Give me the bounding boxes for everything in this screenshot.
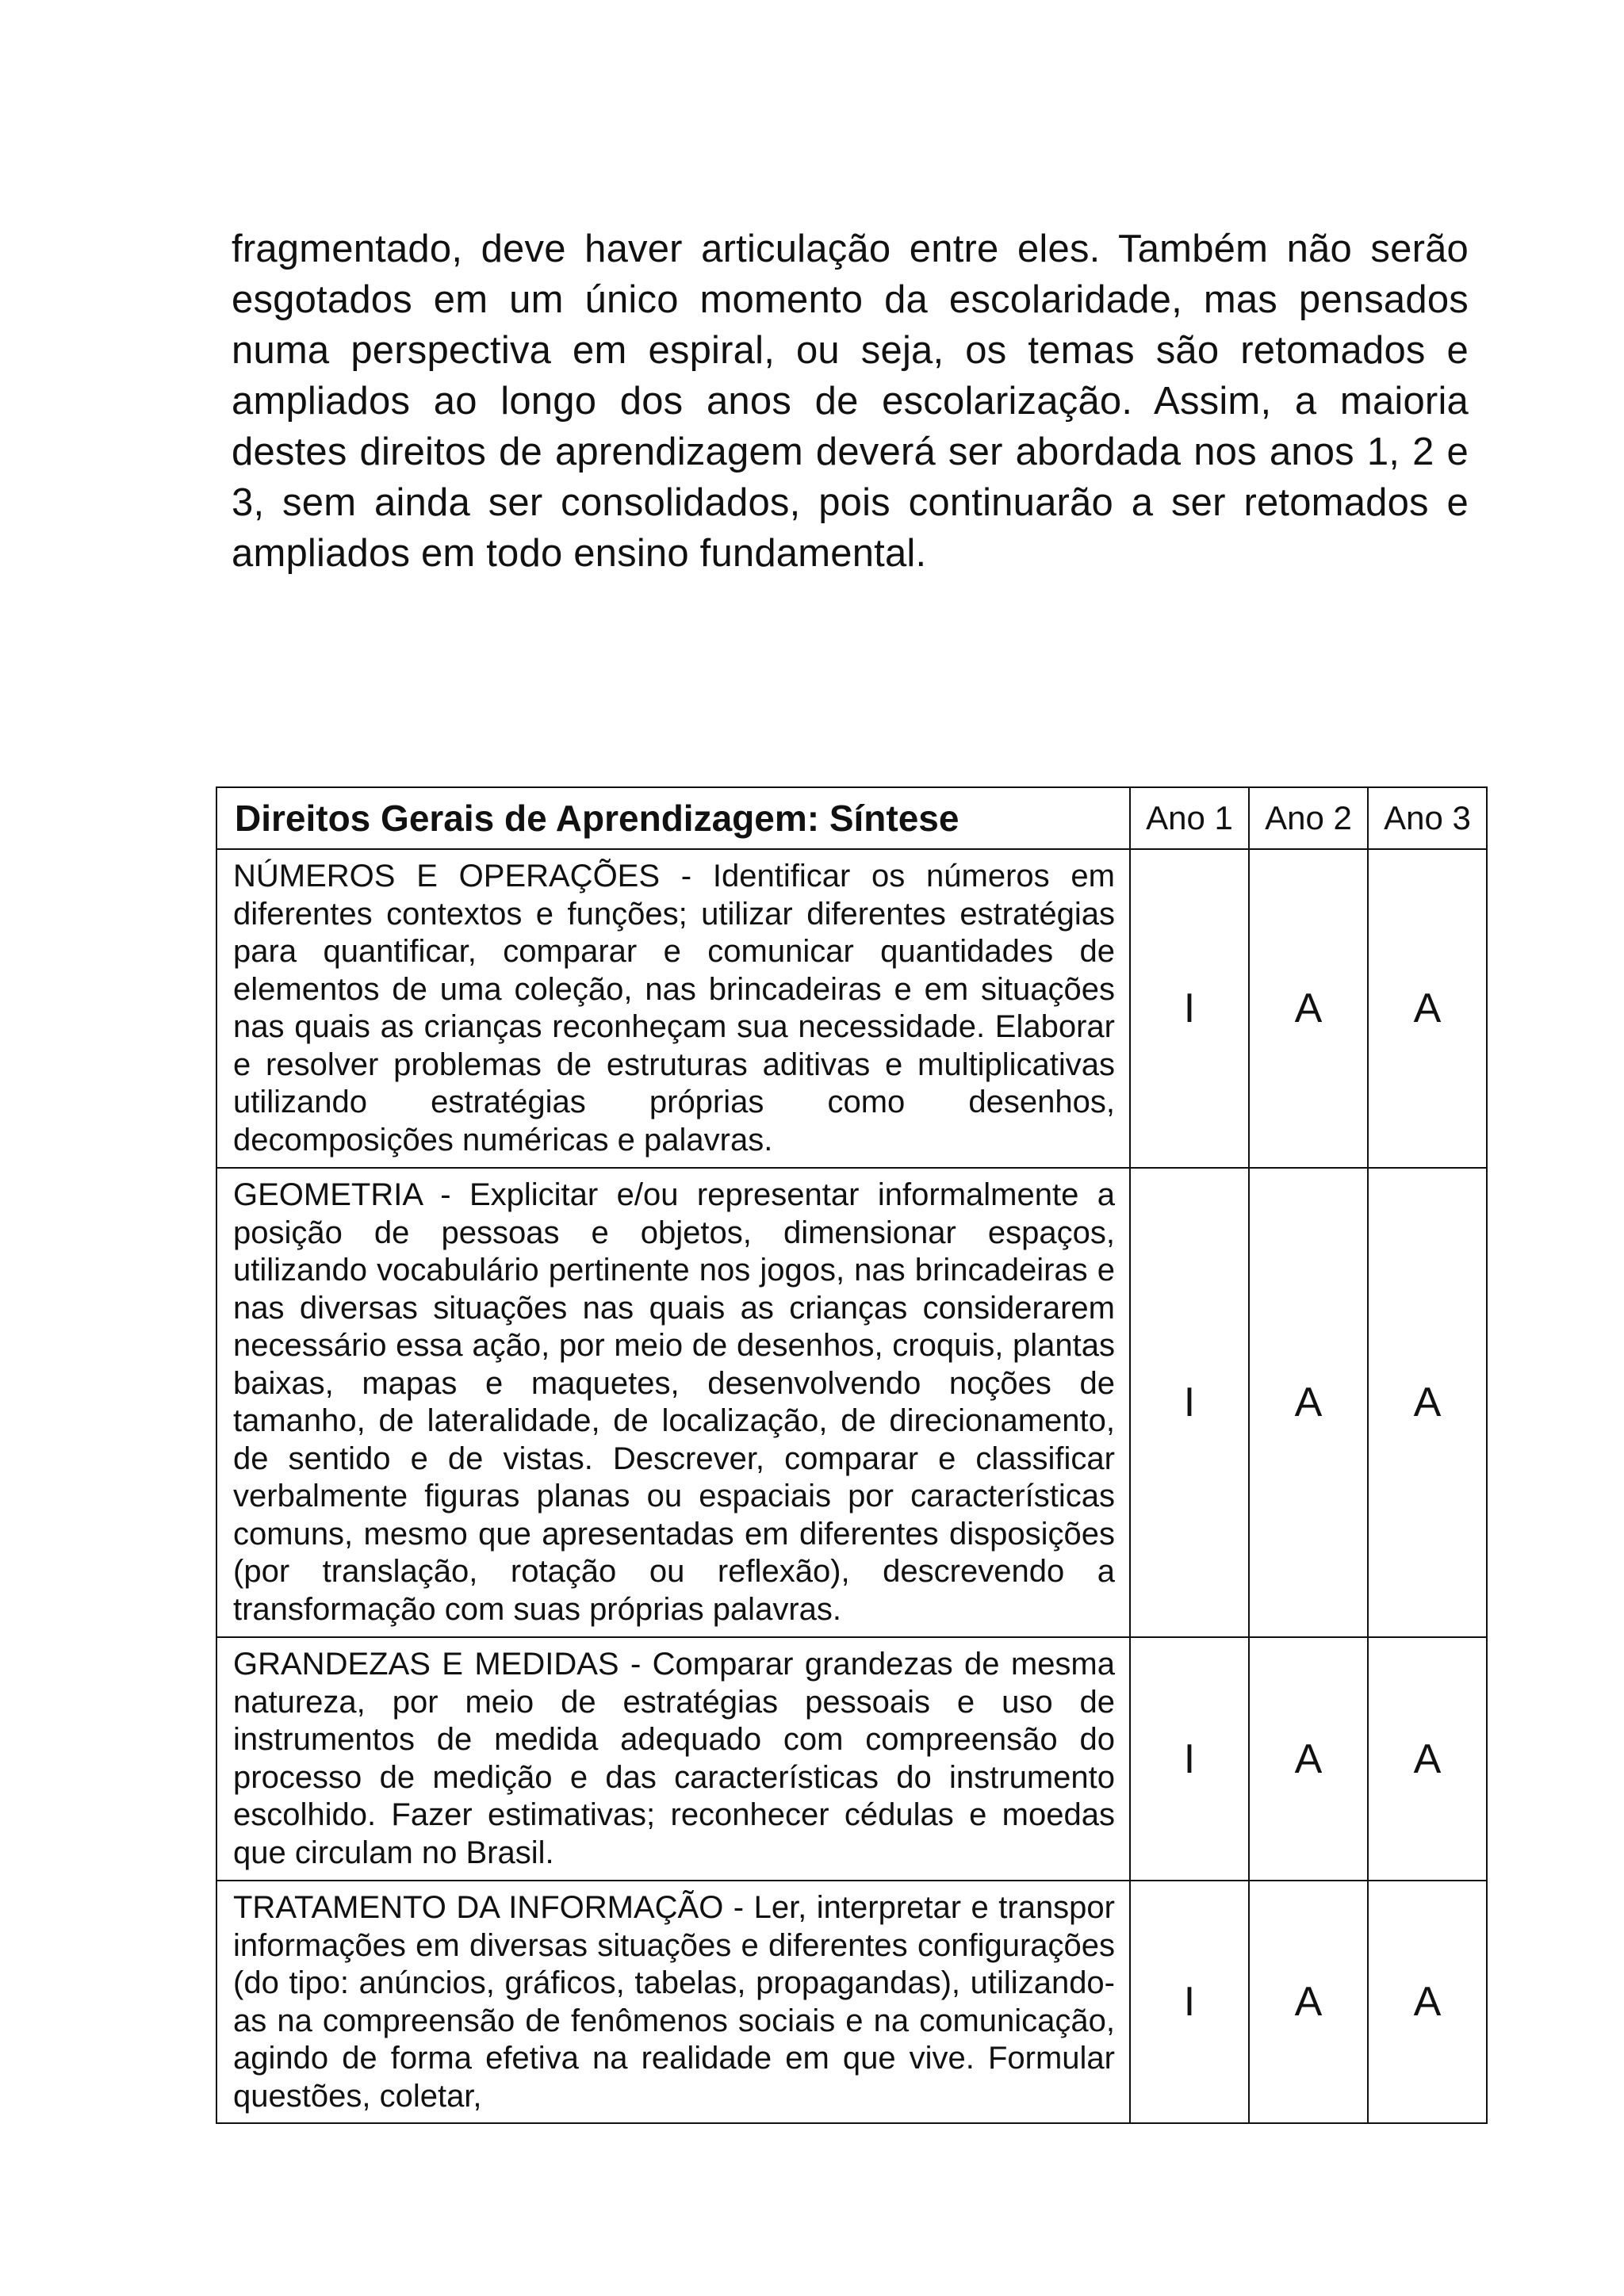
row-year-2-mark: A — [1249, 849, 1368, 1168]
table-row — [216, 849, 1487, 1168]
row-year-1-mark: I — [1130, 1881, 1249, 2123]
table-row — [216, 1168, 1487, 1637]
row-year-3-mark: A — [1368, 1637, 1487, 1881]
row-year-2-mark: A — [1249, 1168, 1368, 1637]
row-description-tratamento — [216, 1881, 1130, 2123]
row-year-3-mark: A — [1368, 849, 1487, 1168]
row-description-numeros: NÚMEROS E OPERAÇÕES - Identificar os números em diferentes contextos e funções; utilizar diferentes estratégias para quantificar, comparar e comunicar quantidades de elementos de uma coleção, nas brincadeiras e em situações nas quais as crianças reconheçam sua necessidade. Elaborar e resolver problemas de estruturas aditivas e multiplicativas utilizando estratégias próprias como desenhos, decomposições numéricas e palavras. — [216, 849, 1130, 1168]
row-year-1-mark: I — [1130, 1168, 1249, 1637]
row-year-1-mark: I — [1130, 849, 1249, 1168]
header-year-1: Ano 1 — [1130, 787, 1249, 849]
row-year-3-mark: A — [1368, 1881, 1487, 2123]
row-description-geometria: GEOMETRIA - Explicitar e/ou representar informalmente a posição de pessoas e objetos, dimensionar espaços, utilizando vocabulário pertinente nos jogos, nas brincadeiras e nas diversas situações nas quais as crianças considerarem necessário essa ação, por meio de desenhos, croquis, plantas baixas, mapas e maquetes, desenvolvendo noções de tamanho, de lateralidade, de localização, de direcionamento, de sentido e de vistas. Descrever, comparar e classificar verbalmente figuras planas ou espaciais por características comuns, mesmo que apresentadas em diferentes disposições (por translação, rotação ou reflexão), descrevendo a transformação com suas próprias palavras. — [216, 1168, 1130, 1637]
row-year-2-mark: A — [1249, 1637, 1368, 1881]
row-year-1-mark: I — [1130, 1637, 1249, 1881]
row-year-3-mark: A — [1368, 1168, 1487, 1637]
header-year-2: Ano 2 — [1249, 787, 1368, 849]
header-year-3: Ano 3 — [1368, 787, 1487, 849]
table-header-row — [216, 787, 1487, 849]
table-row — [216, 1637, 1487, 1881]
row-year-2-mark: A — [1249, 1881, 1368, 2123]
intro-paragraph: fragmentado, deve haver articulação entre eles. Também não serão esgotados em um único momento da escolaridade, mas pensados numa perspectiva em espiral, ou seja, os temas são retomados e ampliados ao longo dos anos de escolarização. Assim, a maioria destes direitos de aprendizagem deverá ser abordada nos anos 1, 2 e 3, sem ainda ser consolidados, pois continuarão a ser retomados e ampliados em todo ensino fundamental. — [232, 228, 1469, 575]
table-title: Direitos Gerais de Aprendizagem: Síntese — [216, 787, 1130, 849]
row-description-text: TRATAMENTO DA INFORMAÇÃO - Ler, interpretar e transpor informações em diversas situações e diferentes configurações (do tipo: anúncios, gráficos, tabelas, propagandas), utilizando-as na compreensão de fenômenos sociais e na comunicação, agindo de forma efetiva na realidade em que vive. Formular questões, coletar, — [233, 1890, 1115, 2114]
rights-table — [216, 786, 1488, 2124]
table-row — [216, 1881, 1487, 2123]
row-description-grandezas: GRANDEZAS E MEDIDAS - Comparar grandezas de mesma natureza, por meio de estratégias pessoais e uso de instrumentos de medida adequado com compreensão do processo de medição e das características do instrumento escolhido. Fazer estimativas; reconhecer cédulas e moedas que circulam no Brasil. — [216, 1637, 1130, 1881]
